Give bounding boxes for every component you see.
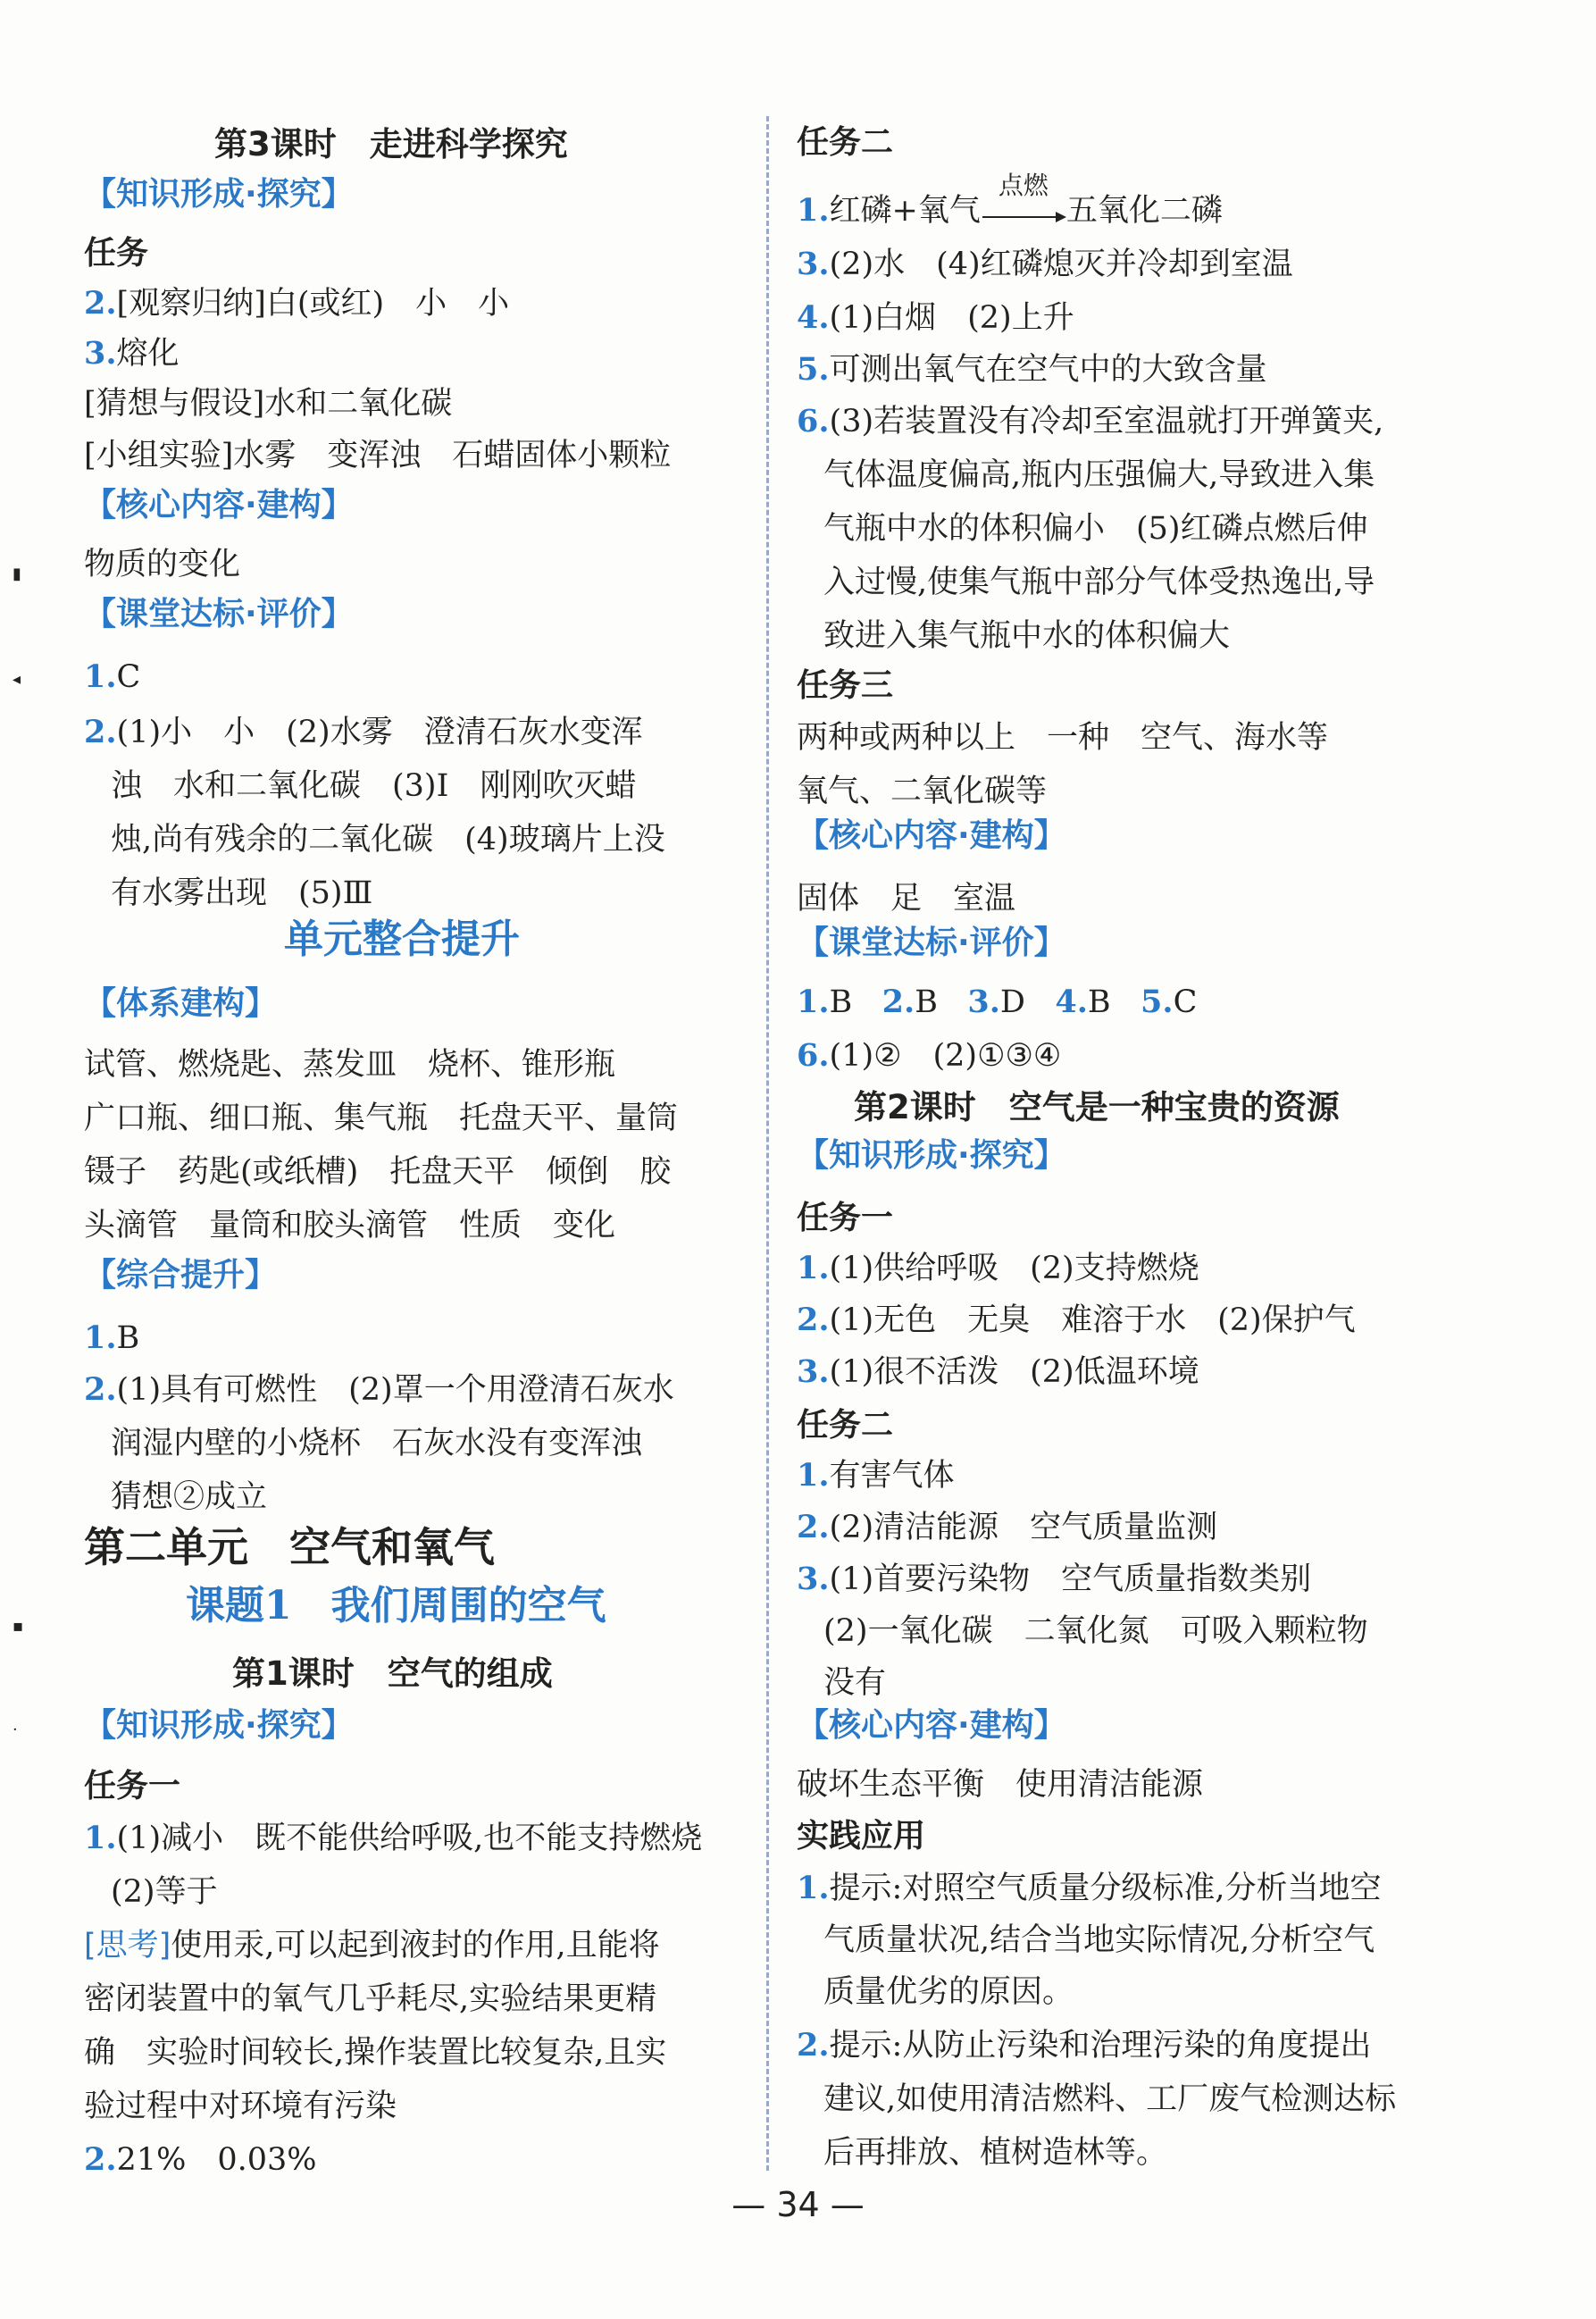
section-tag: 【知识形成·探究】 <box>84 176 354 213</box>
answer-line: 6.(3)若装置没有冷却至室温就打开弹簧夹, <box>797 403 1384 440</box>
task-heading: 任务三 <box>797 667 894 704</box>
answer-line: 2.[观察归纳]白(或红) 小 小 <box>84 285 510 322</box>
answer-line: 镊子 药匙(或纸槽) 托盘天平 倾倒 胶 <box>84 1154 672 1190</box>
answer-line: 建议,如使用清洁燃料、工厂废气检测达标 <box>823 2081 1397 2117</box>
answer-line: 1.(1)供给呼吸 (2)支持燃烧 <box>797 1250 1199 1286</box>
equation-line: 1.红磷+氧气 点燃 五氧化二磷 <box>797 171 1223 229</box>
answer-line: 1.提示:对照空气质量分级标准,分析当地空 <box>797 1870 1382 1906</box>
section-tag: 【知识形成·探究】 <box>84 1707 354 1744</box>
lesson-title: 第3课时 走进科学探究 <box>214 125 568 163</box>
answer-line: 固体 足 室温 <box>797 881 1016 917</box>
answer-line: 5.可测出氧气在空气中的大致含量 <box>797 351 1267 388</box>
margin-mark: ▮ <box>13 565 21 583</box>
answer-line: 质量优劣的原因。 <box>823 1974 1074 2010</box>
answer-line: 后再排放、植树造林等。 <box>823 2135 1168 2171</box>
answer-line: 2.21% 0.03% <box>84 2141 317 2178</box>
section-tag: 【知识形成·探究】 <box>797 1137 1066 1174</box>
lesson-title: 第1课时 空气的组成 <box>232 1654 553 1693</box>
answer-line: 入过慢,使集气瓶中部分气体受热逸出,导 <box>823 565 1375 600</box>
answer-line: 3.熔化 <box>84 335 180 372</box>
answer-line: 浊 水和二氧化碳 (3)Ⅰ 刚刚吹灭蜡 <box>111 768 637 804</box>
page-number: — 34 — <box>731 2185 865 2224</box>
task-heading: 任务一 <box>797 1200 894 1236</box>
answer-line: 氧气、二氧化碳等 <box>797 774 1048 809</box>
answer-line: 1.有害气体 <box>797 1457 955 1494</box>
answer-line: 润湿内壁的小烧杯 石灰水没有变浑浊 <box>111 1426 643 1461</box>
unit-summary-title: 单元整合提升 <box>284 917 520 962</box>
answer-line: 猜想②成立 <box>111 1479 268 1515</box>
answer-line: 4.(1)白烟 (2)上升 <box>797 299 1074 336</box>
margin-mark: ▪ <box>13 1617 24 1636</box>
section-tag: 【课堂达标·评价】 <box>84 596 354 632</box>
answer-line: [猜想与假设]水和二氧化碳 <box>84 386 453 422</box>
answer-line: 1.(1)减小 既不能供给呼吸,也不能支持燃烧 <box>84 1820 703 1856</box>
answer-line: 烛,尚有残余的二氧化碳 (4)玻璃片上没 <box>111 822 665 858</box>
answer-line: 确 实验时间较长,操作装置比较复杂,且实 <box>84 2035 667 2071</box>
margin-mark: ◂ <box>13 670 21 689</box>
section-tag: 【综合提升】 <box>84 1257 278 1293</box>
section-tag: 【核心内容·建构】 <box>84 487 354 523</box>
answer-line: 1.C <box>84 658 141 695</box>
task-heading: 任务二 <box>797 124 894 161</box>
practice-heading: 实践应用 <box>797 1818 926 1854</box>
answer-line: 广口瓶、细口瓶、集气瓶 托盘天平、量筒 <box>84 1101 679 1136</box>
task-heading: 任务一 <box>84 1768 181 1804</box>
task-heading: 任务二 <box>797 1407 894 1444</box>
topic-title: 课题1 我们周围的空气 <box>186 1583 606 1628</box>
answer-line: 3.(1)很不活泼 (2)低温环境 <box>797 1353 1199 1390</box>
section-tag: 【核心内容·建构】 <box>797 1707 1066 1744</box>
answer-line: (2)一氧化碳 二氧化氮 可吸入颗粒物 <box>823 1613 1368 1649</box>
task-heading: 任务 <box>84 235 149 272</box>
answer-line: 头滴管 量筒和胶头滴管 性质 变化 <box>84 1208 616 1243</box>
section-tag: 【核心内容·建构】 <box>797 817 1066 854</box>
answer-line: 验过程中对环境有污染 <box>84 2089 397 2124</box>
answer-line-multi: 1.B 2.B 3.D 4.B 5.C <box>797 984 1198 1020</box>
section-tag: 【体系建构】 <box>84 985 278 1022</box>
reaction-arrow: 点燃 <box>981 191 1066 230</box>
answer-line: 气瓶中水的体积偏小 (5)红磷点燃后伸 <box>823 511 1368 547</box>
column-divider <box>766 116 769 2171</box>
answer-line: 2.(2)清洁能源 空气质量监测 <box>797 1509 1218 1545</box>
answer-line: [小组实验]水雾 变浑浊 石蜡固体小颗粒 <box>84 438 672 473</box>
answer-line: 破坏生态平衡 使用清洁能源 <box>797 1767 1204 1803</box>
answer-line: 1.B <box>84 1319 140 1356</box>
answer-line: 密闭装置中的氧气几乎耗尽,实验结果更精 <box>84 1981 657 2017</box>
answer-line: 试管、燃烧匙、蒸发皿 烧杯、锥形瓶 <box>84 1047 616 1083</box>
answer-line: 3.(2)水 (4)红磷熄灭并冷却到室温 <box>797 246 1293 282</box>
answer-line: 2.(1)小 小 (2)水雾 澄清石灰水变浑 <box>84 714 643 750</box>
answer-line: 两种或两种以上 一种 空气、海水等 <box>797 720 1329 756</box>
answer-line: 2.(1)无色 无臭 难溶于水 (2)保护气 <box>797 1302 1356 1338</box>
answer-line: (2)等于 <box>111 1874 218 1910</box>
unit-title: 第二单元 空气和氧气 <box>84 1523 495 1571</box>
answer-line: [思考]使用汞,可以起到液封的作用,且能将 <box>84 1928 660 1963</box>
answer-line: 没有 <box>823 1665 887 1701</box>
answer-line: 3.(1)首要污染物 空气质量指数类别 <box>797 1561 1312 1597</box>
answer-line: 物质的变化 <box>84 547 241 582</box>
answer-line: 气体温度偏高,瓶内压强偏大,导致进入集 <box>823 457 1375 493</box>
answer-line: 致进入集气瓶中水的体积偏大 <box>823 618 1231 654</box>
margin-mark: · <box>13 1720 18 1739</box>
section-tag: 【课堂达标·评价】 <box>797 925 1066 961</box>
answer-line: 2.提示:从防止污染和治理污染的角度提出 <box>797 2027 1372 2064</box>
answer-line: 气质量状况,结合当地实际情况,分析空气 <box>823 1922 1375 1958</box>
think-tag: [思考] <box>84 1928 171 1963</box>
answer-line: 6.(1)② (2)①③④ <box>797 1037 1062 1074</box>
answer-line: 2.(1)具有可燃性 (2)罩一个用澄清石灰水 <box>84 1371 674 1408</box>
answer-line: 有水雾出现 (5)Ⅲ <box>111 875 373 911</box>
lesson-title: 第2课时 空气是一种宝贵的资源 <box>854 1088 1340 1126</box>
